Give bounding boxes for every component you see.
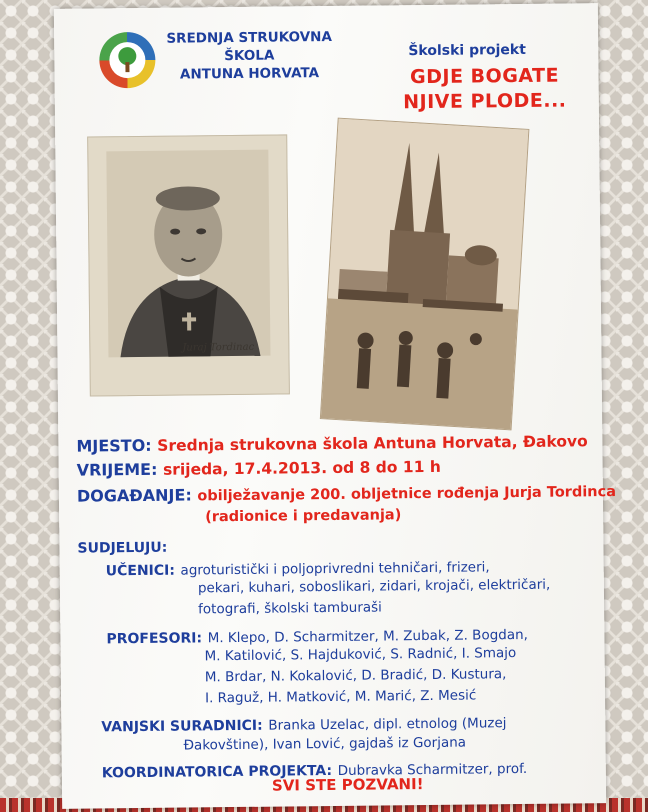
tree-icon bbox=[109, 42, 145, 78]
event-poster bbox=[54, 3, 617, 809]
profesori-label: PROFESORI: bbox=[106, 630, 203, 648]
profesori-line: I. Raguž, H. Matković, M. Marić, Z. Mesić bbox=[204, 687, 477, 707]
ucenici-row bbox=[106, 556, 490, 579]
project-title-line1: GDJE BOGATE bbox=[409, 64, 560, 89]
mjesto-value: Srednja strukovna škola Antuna Horvata, Đakovo bbox=[157, 432, 588, 455]
profesori-line: M. Brdar, N. Kokalović, D. Bradić, D. Kustura, bbox=[204, 666, 507, 686]
ucenici-line: fotografi, školski tamburaši bbox=[198, 599, 382, 618]
project-label: Školski projekt bbox=[408, 41, 526, 60]
koordinatorica-value: Dubravka Scharmitzer, prof. bbox=[337, 760, 528, 779]
suradnici-label: VANJSKI SURADNICI: bbox=[101, 717, 263, 736]
ucenici-line: pekari, kuhari, soboslikari, zidari, krojači, električari, bbox=[197, 576, 551, 597]
vrijeme-value: srijeda, 17.4.2013. od 8 do 11 h bbox=[162, 457, 441, 479]
dogadjanje-label: DOGAĐANJE: bbox=[76, 485, 192, 506]
school-name-line2: ŠKOLA bbox=[224, 47, 275, 65]
project-title bbox=[359, 63, 610, 116]
portrait-illustration bbox=[88, 135, 289, 395]
school-logo bbox=[99, 32, 156, 89]
mjesto-row bbox=[76, 431, 587, 455]
school-name bbox=[154, 28, 345, 84]
mjesto-label: MJESTO: bbox=[76, 435, 152, 456]
ucenici-line: agroturistički i poljoprivredni tehničari, frizeri, bbox=[180, 559, 490, 579]
portrait-engraving bbox=[87, 134, 290, 396]
dogadjanje-value-line2: (radionice i predavanja) bbox=[205, 507, 402, 526]
historic-town-photo bbox=[320, 118, 530, 431]
vrijeme-row bbox=[77, 457, 441, 480]
profesori-row bbox=[106, 624, 528, 647]
vrijeme-label: VRIJEME: bbox=[76, 459, 158, 480]
ucenici-label: UČENICI: bbox=[105, 562, 176, 580]
cathedral-market-illustration bbox=[321, 119, 528, 430]
suradnici-line1: Branka Uzelac, dipl. etnolog (Muzej bbox=[268, 715, 507, 734]
dogadjanje-row bbox=[77, 481, 616, 506]
school-name-line1: SREDNJA STRUKOVNA bbox=[166, 28, 332, 47]
suradnici-row bbox=[101, 712, 506, 735]
profesori-line: M. Katilović, S. Hajduković, S. Radnić, I. Smajo bbox=[204, 645, 517, 665]
koordinatorica-label: KOORDINATORICA PROJEKTA: bbox=[101, 762, 333, 782]
invitation-text: SVI STE POZVANI! bbox=[271, 775, 424, 795]
suradnici-line2: Đakovštine), Ivan Lović, gajdaš iz Gorjana bbox=[183, 734, 467, 754]
profesori-line: M. Klepo, D. Scharmitzer, M. Zubak, Z. Bogdan, bbox=[207, 626, 529, 647]
dogadjanje-value: obilježavanje 200. obljetnice rođenja Jurja Tordinca bbox=[197, 484, 617, 505]
event-details bbox=[76, 431, 617, 782]
project-title-line2: NJIVE PLODE... bbox=[403, 89, 567, 114]
portrait-caption: Juraj Tordinac bbox=[182, 341, 255, 354]
school-name-line3: ANTUNA HORVATA bbox=[179, 65, 320, 83]
participants-heading: SUDJELUJU: bbox=[77, 539, 168, 557]
